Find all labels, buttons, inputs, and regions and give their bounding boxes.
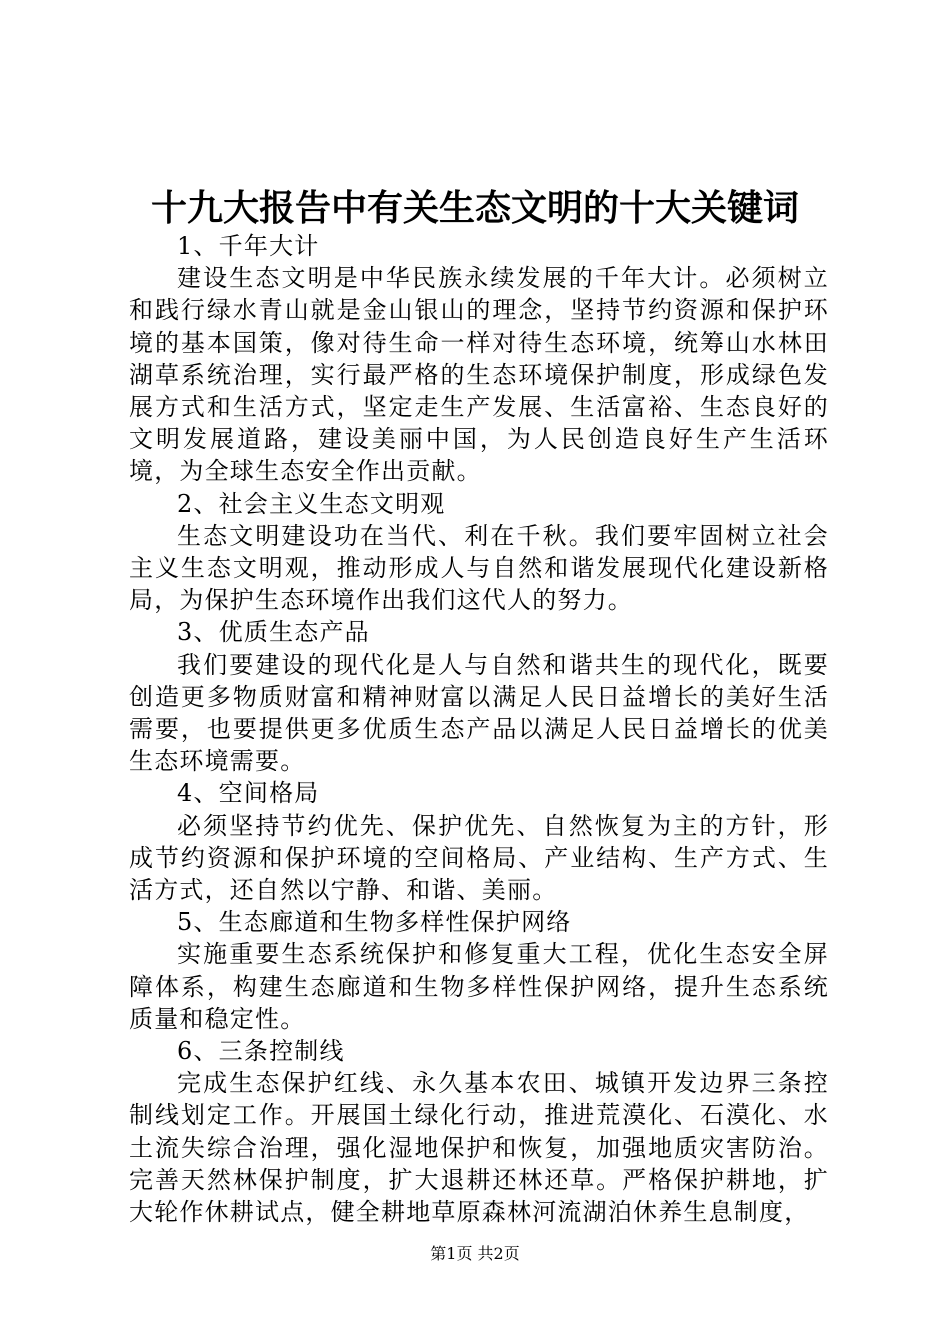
section-heading: 1、千年大计 xyxy=(177,232,320,260)
section-heading: 6、三条控制线 xyxy=(177,1037,345,1066)
page-footer: 第1页 共2页 xyxy=(430,1244,520,1263)
section-heading: 4、空间格局 xyxy=(177,779,320,808)
section-heading: 3、优质生态产品 xyxy=(177,618,370,647)
section-paragraph: 完成生态保护红线、永久基本农田、城镇开发边界三条控制线划定工作。开展国土绿化行动，推进荒漠化、石漠化、水土流失综合治理，强化湿地保护和恢复，加强地质灾害防治。完善天然林保护制度，扩大退耕还林还草。严格保护耕地，扩大轮作休耕试点，健全耕地草原森林河流湖泊休养生息制度， xyxy=(129,1069,829,1227)
section-paragraph: 必须坚持节约优先、保护优先、自然恢复为主的方针，形成节约资源和保护环境的空间格局、产业结构、生产方式、生活方式，还自然以宁静、和谐、美丽。 xyxy=(129,811,829,905)
document-title: 十九大报告中有关生态文明的十大关键词 xyxy=(150,188,799,229)
section-paragraph: 建设生态文明是中华民族永续发展的千年大计。必须树立和践行绿水青山就是金山银山的理念，坚持节约资源和保护环境的基本国策，像对待生命一样对待生态环境，统筹山水林田湖草系统治理，实行最严格的生态环境保护制度，形成绿色发展方式和生活方式，坚定走生产发展、生活富裕、生态良好的文明发展道路，建设美丽中国，为人民创造良好生产生活环境，为全球生态安全作出贡献。 xyxy=(129,264,829,486)
section-paragraph: 实施重要生态系统保护和修复重大工程，优化生态安全屏障体系，构建生态廊道和生物多样性保护网络，提升生态系统质量和稳定性。 xyxy=(129,940,829,1033)
section-paragraph: 生态文明建设功在当代、利在千秋。我们要牢固树立社会主义生态文明观，推动形成人与自然和谐发展现代化建设新格局，为保护生态环境作出我们这代人的努力。 xyxy=(129,521,829,615)
section-paragraph: 我们要建设的现代化是人与自然和谐共生的现代化，既要创造更多物质财富和精神财富以满足人民日益增长的美好生活需要，也要提供更多优质生态产品以满足人民日益增长的优美生态环境需要。 xyxy=(129,650,829,776)
section-heading: 5、生态廊道和生物多样性保护网络 xyxy=(177,908,572,937)
section-heading: 2、社会主义生态文明观 xyxy=(177,489,446,518)
document-body xyxy=(129,230,829,1228)
